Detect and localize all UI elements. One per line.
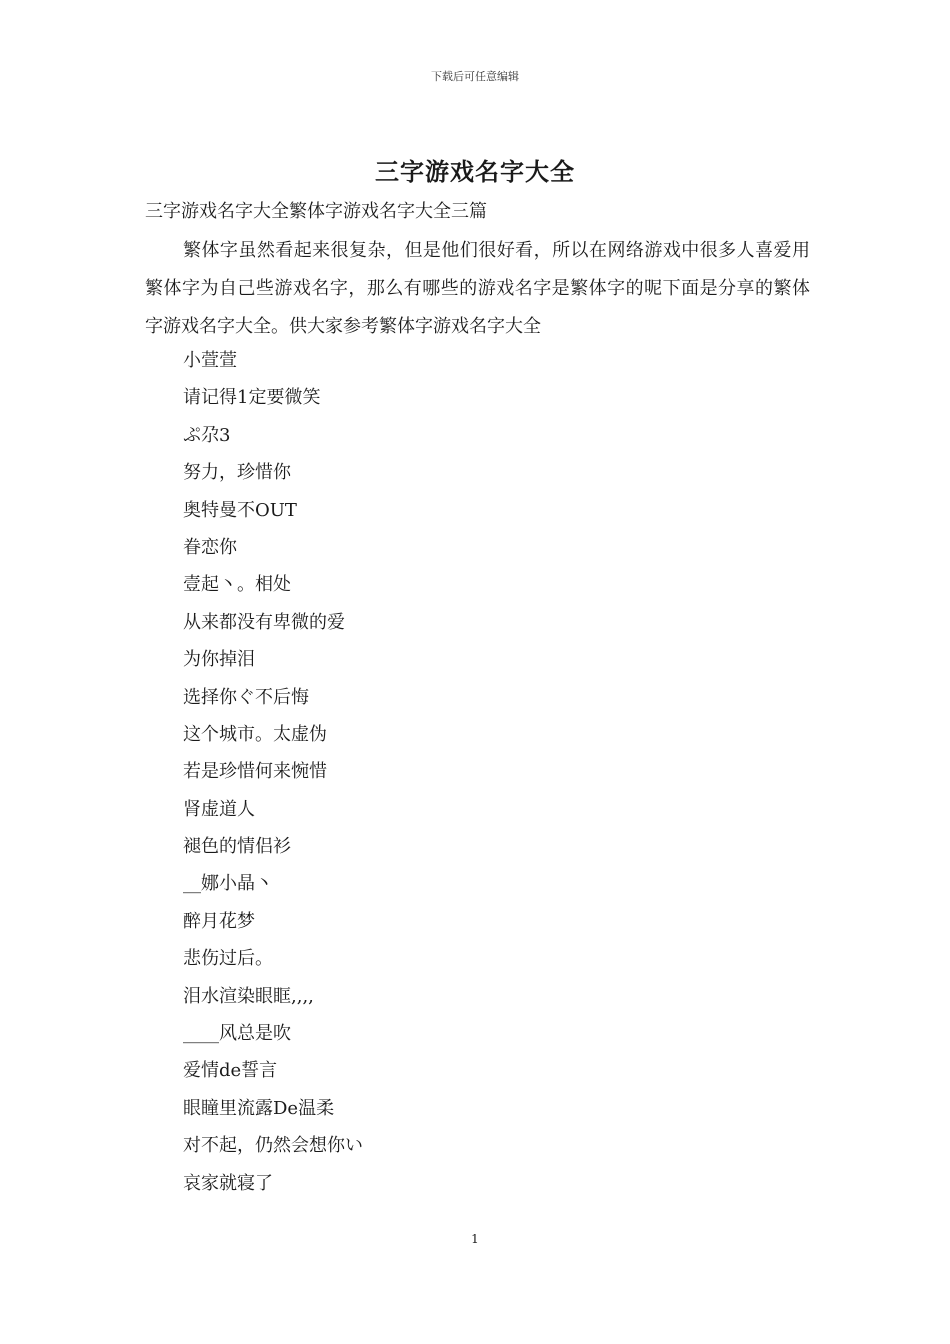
list-item: ぷ尕3: [183, 424, 231, 446]
list-item: 眷恋你: [183, 536, 237, 558]
list-item: 眼瞳里流露De温柔: [183, 1097, 335, 1119]
list-item: 对不起，仍然会想你い: [183, 1135, 363, 1157]
list-item: 哀家就寝了: [183, 1172, 273, 1194]
list-item: 努力，珍惜你: [183, 462, 291, 484]
list-item: 为你掉泪: [183, 649, 255, 671]
list-item: 泪水渲染眼眶,,,,: [183, 985, 314, 1007]
list-item: 肾虚道人: [183, 798, 255, 820]
list-item: ____风总是吹: [183, 1023, 291, 1045]
list-item: 选择你ぐ不后悔: [183, 686, 309, 708]
list-item: 从来都没有卑微的爱: [183, 611, 345, 633]
list-item: __娜小晶丶: [183, 873, 273, 895]
list-item: 这个城市。太虚伪: [183, 723, 327, 745]
intro-paragraph: 繁体字虽然看起来很复杂，但是他们很好看，所以在网络游戏中很多人喜爱用繁体字为自己些游戏名字，那么有哪些的游戏名字是繁体字的呢下面是分享的繁体字游戏名字大全。供大家参考繁体字游戏名字大全: [145, 240, 810, 337]
list-item: 褪色的情侣衫: [183, 836, 291, 858]
header-note: 下载后可任意编辑: [431, 70, 519, 83]
list-item: 壹起丶。相处: [183, 574, 291, 596]
document-title: 三字游戏名字大全: [375, 157, 575, 186]
list-item: 爱情de誓言: [183, 1060, 278, 1082]
list-item: 请记得1定要微笑: [183, 387, 321, 409]
game-name-list: [183, 342, 363, 1202]
page-number: 1: [471, 1232, 479, 1246]
list-item: 若是珍惜何来惋惜: [183, 761, 327, 783]
document-subtitle: 三字游戏名字大全繁体字游戏名字大全三篇: [145, 201, 487, 222]
list-item: 醉月花梦: [183, 910, 255, 932]
list-item: 小萱萱: [183, 350, 237, 371]
list-item: 奥特曼不OUT: [183, 499, 297, 521]
list-item: 悲伤过后。: [183, 948, 273, 970]
